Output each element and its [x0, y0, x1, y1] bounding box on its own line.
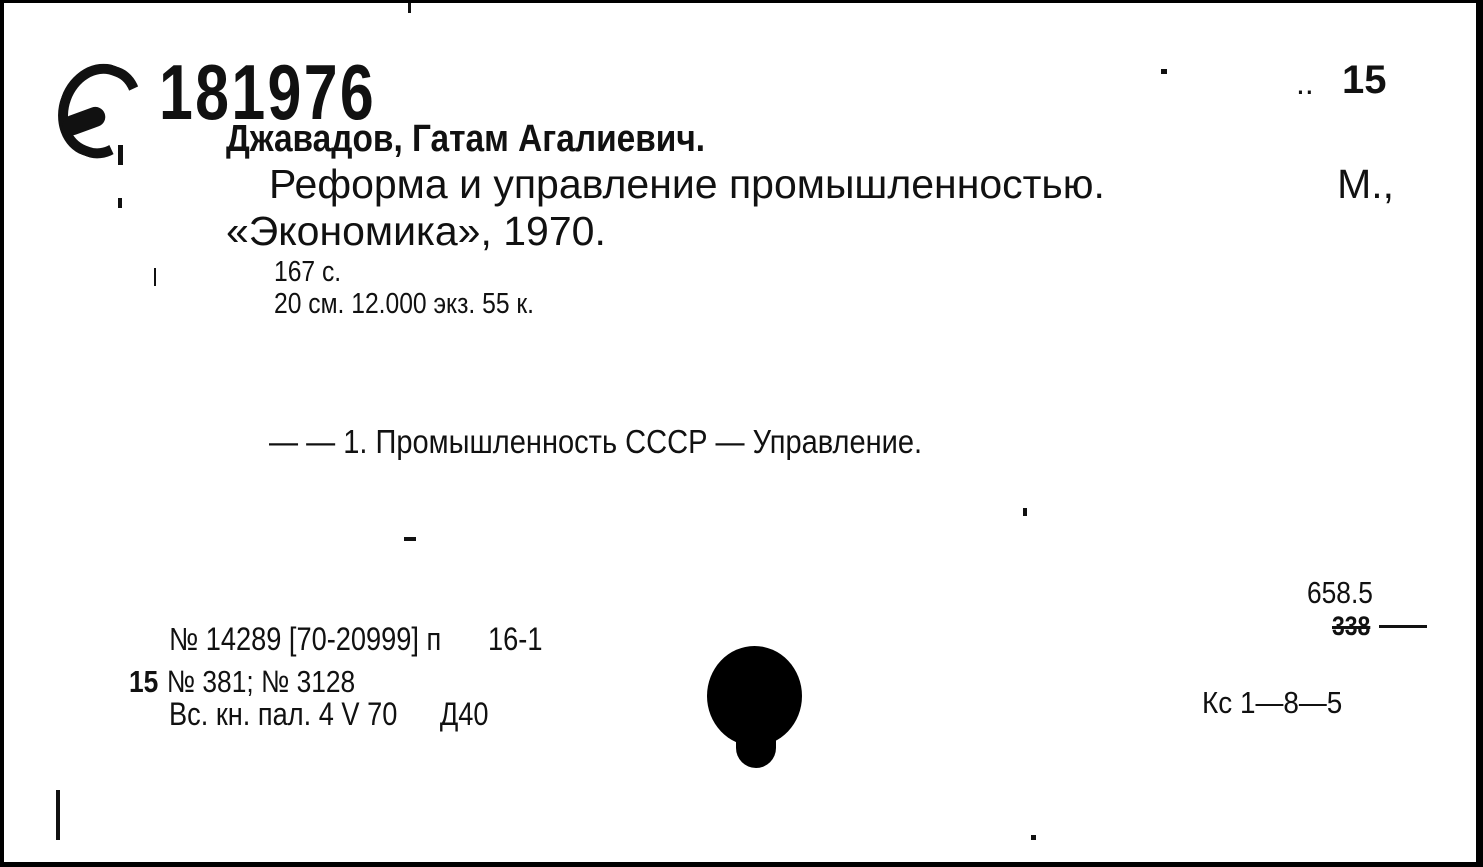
- punch-hole-tail: [736, 718, 776, 768]
- ref-line-2: [129, 664, 355, 700]
- corner-dots: ..: [1296, 65, 1314, 101]
- ref-line-1-main: № 14289 [70-20999] п: [169, 621, 442, 657]
- subject-heading: — — 1. Промышленность СССР — Управление.: [269, 423, 923, 460]
- ref-line-2-main: № 381; № 3128: [166, 664, 356, 699]
- catalog-card: [4, 3, 1476, 862]
- speck: [154, 268, 156, 286]
- speck: [1031, 835, 1036, 840]
- classification-number: 658.5: [1307, 575, 1373, 610]
- ref-line-3: [169, 696, 489, 733]
- title-line-1: [269, 161, 1394, 208]
- ref-line-2-prefix: 15: [129, 664, 159, 699]
- classification-old: 338: [1332, 611, 1371, 641]
- publication-place: М.,: [1337, 161, 1394, 207]
- size-copies-price: 20 см. 12.000 экз. 55 к.: [274, 288, 535, 320]
- author-heading: Джавадов, Гатам Агалиевич.: [226, 118, 706, 160]
- speck: [1161, 69, 1167, 74]
- speck: [404, 537, 416, 541]
- speck: [118, 145, 123, 165]
- ref-line-1-tail: 16-1: [488, 621, 543, 657]
- edge-mark: [56, 790, 60, 840]
- inventory-stamp-number: 181976: [159, 48, 377, 136]
- speck: [408, 3, 411, 13]
- ref-line-3-main: Вс. кн. пал. 4 V 70: [169, 696, 398, 732]
- ref-line-3-tail: Д40: [439, 696, 489, 732]
- cabinet-mark: Кс 1—8—5: [1202, 685, 1343, 720]
- publisher-year: «Экономика», 1970.: [226, 208, 606, 254]
- page-count: 167 с.: [274, 256, 342, 288]
- speck: [118, 198, 122, 208]
- speck: [1023, 508, 1027, 516]
- corner-number: 15: [1342, 58, 1387, 102]
- ref-line-1: [169, 621, 542, 658]
- book-title: Реформа и управление промышленностью.: [269, 161, 1105, 207]
- strike-dash: [1379, 625, 1427, 628]
